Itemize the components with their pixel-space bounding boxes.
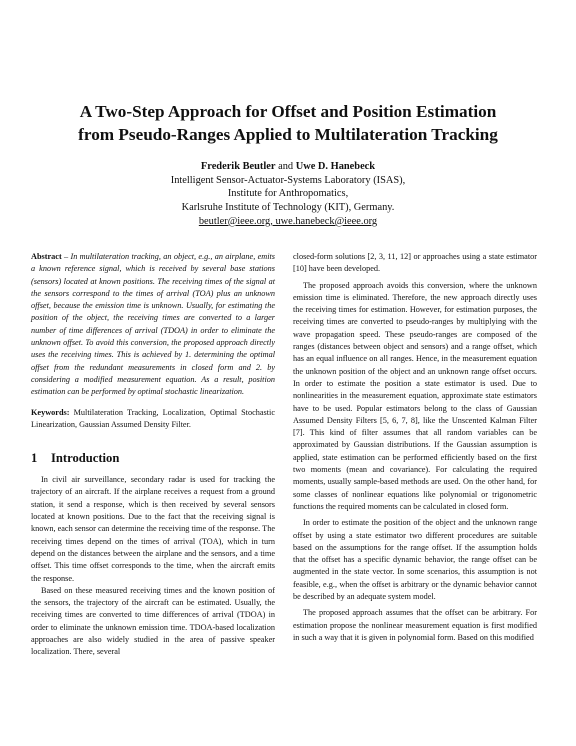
section-title: Introduction <box>51 451 120 466</box>
section-number: 1 <box>31 451 38 466</box>
paper-title <box>40 100 536 146</box>
right-paragraph-3: The proposed approach assumes that the offset can be arbitrary. For estimation propose the nonlinear measurement equation is first modified in such a way that it is given in polynomial form. Based on this modified <box>293 608 537 642</box>
abstract-label: Abstract <box>31 252 62 261</box>
author-block <box>40 160 536 229</box>
intro-paragraph-1: In civil air surveillance, secondary radar is used for tracking the trajectory of an aircraft. If the airplane receives a request from a ground station, it send a response, which is then received by several sensors located at known positions. Due to the fact that the receiving signal is known, each sensor can determine the receiving time of the response. The receiving times depend on the times of arrival (TOA), which in turn depend on the distances between the airplane and the sensors, and a time offset. This time offset corresponds to the time, when the aircraft emits the response. <box>31 475 275 583</box>
author-2: Uwe D. Hanebeck <box>295 161 376 172</box>
right-paragraph-2: In order to estimate the position of the object and the unknown range offset by using a state estimator two different procedures are suitable based on the assumptions for the range offset. If the assumption holds that the offset has a specific dynamic behavior, the range offset can be augmented in the state vector. In some scenarios, this assumption is not feasible, e.g., when the offset is arbitrary or the dynamic behavior cannot be described by an adequate system model. <box>293 518 537 602</box>
title-line-1: A Two-Step Approach for Offset and Position Estimation <box>79 102 497 121</box>
affiliation-lab: Intelligent Sensor-Actuator-Systems Laboratory (ISAS), <box>170 174 406 186</box>
keywords <box>31 407 275 432</box>
right-paragraph-1: The proposed approach avoids this conversion, where the unknown emission time is eliminated. Therefore, the new approach directly uses the receiving times for estimation. However, for estimation purposes, the receiving times are converted to pseudo-ranges by multiplying with the wave propagation speed. These pseudo-ranges are composed of the ranges (distances between object and sensors) and a range offset, which has an equal influence on all ranges. Hence, in the measurement equation the unknown position of the object and an unknown range offset occurs. In order to estimate the position a state estimator is used. Due to nonlinearities in the measurement equation, approximate state estimators have to be used. Popular estimators belong to the class of Gaussian Assumed Density Filters [5, 6, 7, 8], like the Unscented Kalman Filter [7]. This kind of filter assumes that all random variables can be approximated by Gaussian distributions. If the Gaussian assumption is applied, state estimation can be performed efficiently based on the first two moments (mean and covariance). For calculating the required moments, usually sample-based methods are used. On the other hand, for some classes of nonlinear equations like polynomial or trigonometric functions the required moments can be calculated in closed form. <box>293 280 537 511</box>
right-column <box>293 251 537 644</box>
left-column <box>31 251 275 659</box>
affiliation-university: Karlsruhe Institute of Technology (KIT), Germany. <box>181 202 395 214</box>
section-heading <box>31 451 275 466</box>
keywords-label: Keywords: <box>31 407 70 417</box>
intro-paragraph-2: Based on these measured receiving times and the known position of the sensors, the trajectory of the aircraft can be estimated. Usually, the receiving times are converted to time differences of arrival (TDOA) in order to eliminate the unknown emission time. TDOA-based localization approaches are also widely studied in the area of passive speaker localization. There, several <box>31 585 275 657</box>
abstract <box>31 251 275 399</box>
email-link[interactable]: beutler@ieee.org, uwe.hanebeck@ieee.org <box>198 215 378 227</box>
right-paragraph-0: closed-form solutions [2, 3, 11, 12] or approaches using a state estimator [10] have been developed. <box>293 252 537 274</box>
keywords-text: Multilateration Tracking, Localization, Optimal Stochastic Linearization, Gaussian Assumed Density Filter. <box>31 407 275 429</box>
abstract-text: – In multilateration tracking, an object, e.g., an airplane, emits a known reference signal, which is received by several base stations (sensors) located at known positions. The receiving times of the signal at the sensors correspond to the times of arrival (TOA) plus an unknown offset, because the emission time is unknown. Usually, for estimating the position of the object, the receiving times are converted to a larger number of time differences of arrival (TDOA) in order to eliminate the unknown offset. To avoid this conversion, the proposed approach directly uses the receiving times. This is achieved by 1. determining the optimal offset from the redundant measurements in closed form and 2. by considering a modified measurement equation. As a result, position estimation can be performed by optimal stochastic linearization. <box>31 252 275 397</box>
title-line-2: from Pseudo-Ranges Applied to Multilateration Tracking <box>78 125 498 144</box>
author-line <box>40 160 536 174</box>
author-1: Frederik Beutler <box>200 161 276 172</box>
affiliation-institute: Institute for Anthropomatics, <box>227 188 349 200</box>
intro-body <box>31 474 275 658</box>
author-and: and <box>278 161 294 172</box>
